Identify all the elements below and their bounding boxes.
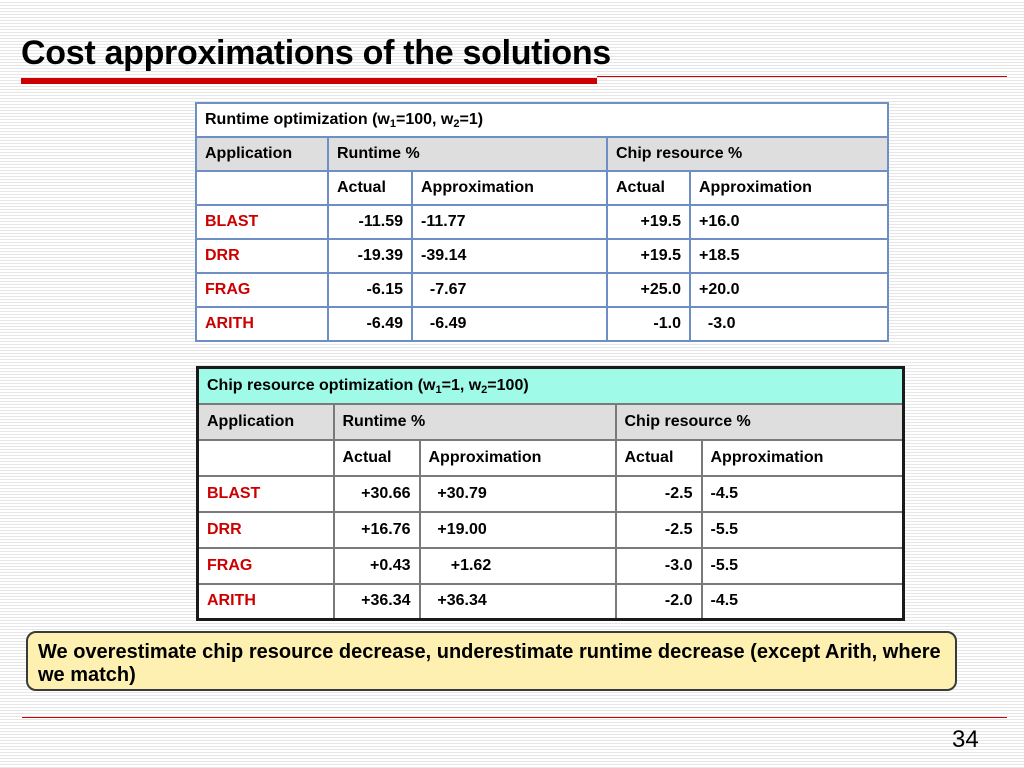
runtime-actual: -6.49 [328,307,412,341]
application-name: DRR [198,512,334,548]
chip-approximation: -4.5 [702,584,904,620]
chip-actual: -2.0 [616,584,702,620]
table-caption-row [196,103,888,137]
application-name: FRAG [198,548,334,584]
subheader-chip-actual: Actual [616,440,702,476]
conclusion-callout [26,631,957,691]
table-subheader-row [196,171,888,205]
chip-actual: +19.5 [607,205,690,239]
application-name: ARITH [198,584,334,620]
chip-approximation: -4.5 [702,476,904,512]
chip-actual: +25.0 [607,273,690,307]
chip-approximation: -5.5 [702,548,904,584]
runtime-approximation: -7.67 [412,273,607,307]
title-underline [21,78,597,84]
subheader-runtime-actual: Actual [328,171,412,205]
chip-approximation: -5.5 [702,512,904,548]
runtime-actual: +0.43 [334,548,420,584]
subheader-empty [196,171,328,205]
chip-approximation: +16.0 [690,205,888,239]
subheader-runtime-approximation: Approximation [420,440,616,476]
table-subheader-row [198,440,904,476]
header-application: Application [198,404,334,440]
subheader-chip-actual: Actual [607,171,690,205]
table-row [198,512,904,548]
subheader-empty [198,440,334,476]
runtime-actual: +16.76 [334,512,420,548]
application-name: BLAST [198,476,334,512]
table-caption: Chip resource optimization ($w_1=1$, $w_2=100$) [198,368,904,404]
header-runtime: Runtime % [334,404,616,440]
table-row [196,239,888,273]
slide-title: Cost approximations of the solutions [21,34,611,72]
chip-actual: -2.5 [616,476,702,512]
runtime-approximation: +19.00 [420,512,616,548]
chip-resource-optimization-table [196,366,905,621]
application-name: BLAST [196,205,328,239]
table-row [198,584,904,620]
table-header-row [196,137,888,171]
table-header-row [198,404,904,440]
runtime-actual: -6.15 [328,273,412,307]
table-row [196,273,888,307]
runtime-actual: +36.34 [334,584,420,620]
application-name: DRR [196,239,328,273]
header-application: Application [196,137,328,171]
chip-actual: +19.5 [607,239,690,273]
application-name: FRAG [196,273,328,307]
table-row [198,548,904,584]
runtime-actual: +30.66 [334,476,420,512]
header-chip-resource: Chip resource % [616,404,904,440]
table-row [196,307,888,341]
table-caption: Runtime optimization ($w_1=100$, $w_2=1$) [196,103,888,137]
table-caption-row [198,368,904,404]
runtime-approximation: -11.77 [412,205,607,239]
chip-approximation: +20.0 [690,273,888,307]
header-runtime: Runtime % [328,137,607,171]
subheader-chip-approximation: Approximation [702,440,904,476]
footer-rule [22,717,1007,718]
runtime-approximation: -6.49 [412,307,607,341]
runtime-optimization-table [195,102,889,342]
runtime-approximation: -39.14 [412,239,607,273]
chip-actual: -2.5 [616,512,702,548]
chip-actual: -1.0 [607,307,690,341]
runtime-approximation: +30.79 [420,476,616,512]
title-rule-extension [597,76,1007,77]
subheader-runtime-approximation: Approximation [412,171,607,205]
chip-approximation: -3.0 [690,307,888,341]
application-name: ARITH [196,307,328,341]
runtime-approximation: +36.34 [420,584,616,620]
runtime-actual: -19.39 [328,239,412,273]
subheader-runtime-actual: Actual [334,440,420,476]
header-chip-resource: Chip resource % [607,137,888,171]
table-row [196,205,888,239]
table-row [198,476,904,512]
subheader-chip-approximation: Approximation [690,171,888,205]
runtime-actual: -11.59 [328,205,412,239]
conclusion-text: We overestimate chip resource decrease, underestimate runtime decrease (except Arith, where we match) [38,641,941,686]
runtime-approximation: +1.62 [420,548,616,584]
page-number: 34 [952,726,979,753]
chip-approximation: +18.5 [690,239,888,273]
chip-actual: -3.0 [616,548,702,584]
